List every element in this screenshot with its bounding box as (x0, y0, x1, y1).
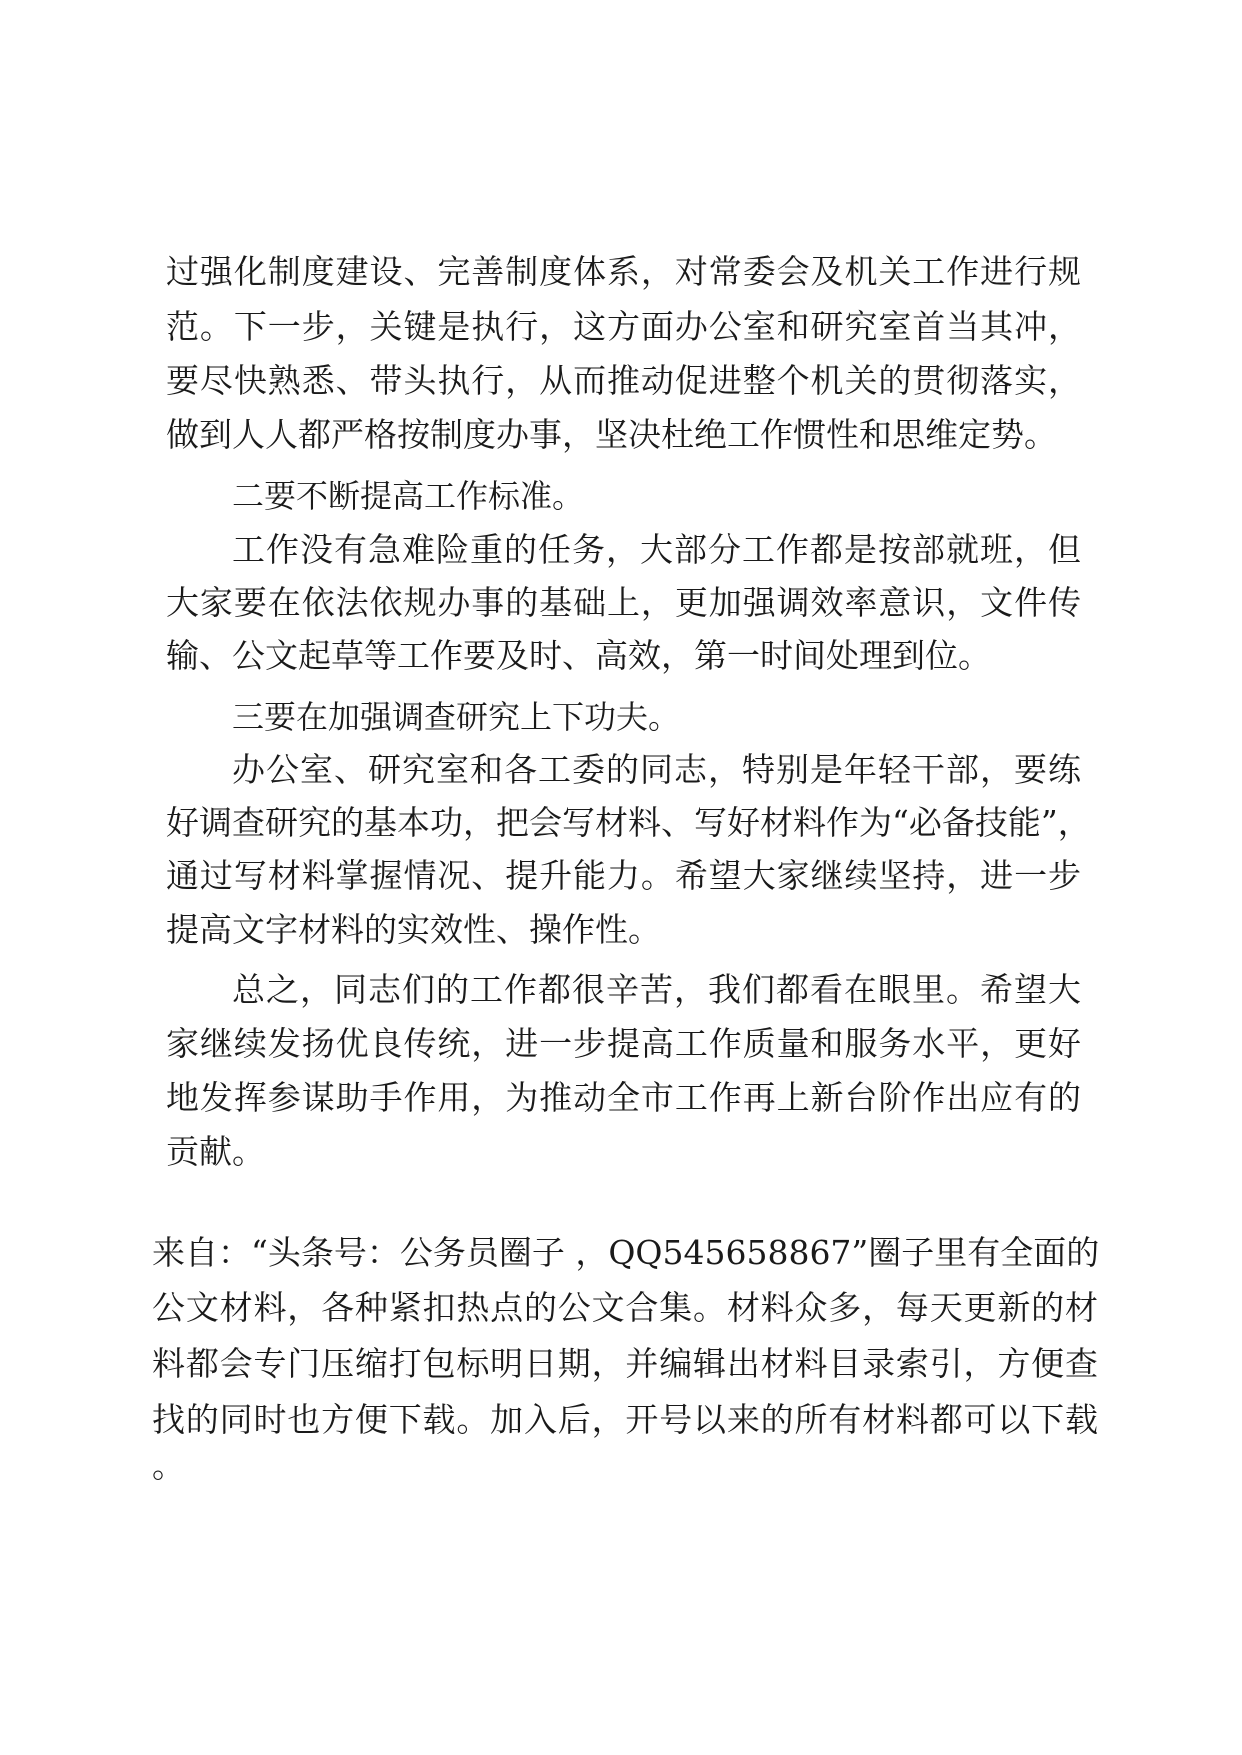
paragraph-line: 好调查研究的基本功，把会写材料、写好材料作为“必备技能”， (166, 803, 1091, 842)
section-heading: 三要在加强调查研究上下功夫。 (232, 698, 681, 736)
paragraph-line: 大家要在依法依规办事的基础上，更加强调效率意识，文件传 (166, 583, 1081, 622)
footer-line: 找的同时也方便下载。加入后，开号以来的所有材料都可以下载 (152, 1400, 1098, 1439)
paragraph-line: 总之，同志们的工作都很辛苦，我们都看在眼里。希望大 (232, 970, 1081, 1009)
paragraph-line: 通过写材料掌握情况、提升能力。希望大家继续坚持，进一步 (166, 856, 1081, 895)
paragraph-line: 家继续发扬优良传统，进一步提高工作质量和服务水平，更好 (166, 1024, 1081, 1063)
paragraph-line: 工作没有急难险重的任务，大部分工作都是按部就班，但 (232, 530, 1081, 569)
paragraph-line: 输、公文起草等工作要及时、高效，第一时间处理到位。 (166, 636, 991, 675)
paragraph-line: 提高文字材料的实效性、操作性。 (166, 910, 661, 949)
footer-line: 来自：“头条号：公务员圈子 ，QQ545658867”圈子里有全面的 (152, 1233, 1100, 1272)
paragraph-line: 做到人人都严格按制度办事，坚决杜绝工作惯性和思维定势。 (166, 415, 1057, 454)
paragraph-line: 过强化制度建设、完善制度体系，对常委会及机关工作进行规 (166, 252, 1081, 291)
paragraph-line: 地发挥参谋助手作用，为推动全市工作再上新台阶作出应有的 (166, 1078, 1081, 1117)
paragraph-line: 办公室、研究室和各工委的同志，特别是年轻干部，要练 (232, 750, 1081, 789)
section-heading: 二要不断提高工作标准。 (232, 477, 585, 515)
paragraph-line: 贡献。 (166, 1132, 265, 1171)
footer-line: 料都会专门压缩打包标明日期，并编辑出材料目录索引，方便查 (152, 1344, 1098, 1383)
footer-line: 。 (152, 1446, 185, 1485)
paragraph-line: 要尽快熟悉、带头执行，从而推动促进整个机关的贯彻落实， (166, 361, 1081, 400)
footer-line: 公文材料，各种紧扣热点的公文合集。材料众多，每天更新的材 (152, 1288, 1098, 1327)
paragraph-line: 范。下一步，关键是执行，这方面办公室和研究室首当其冲， (166, 307, 1081, 346)
